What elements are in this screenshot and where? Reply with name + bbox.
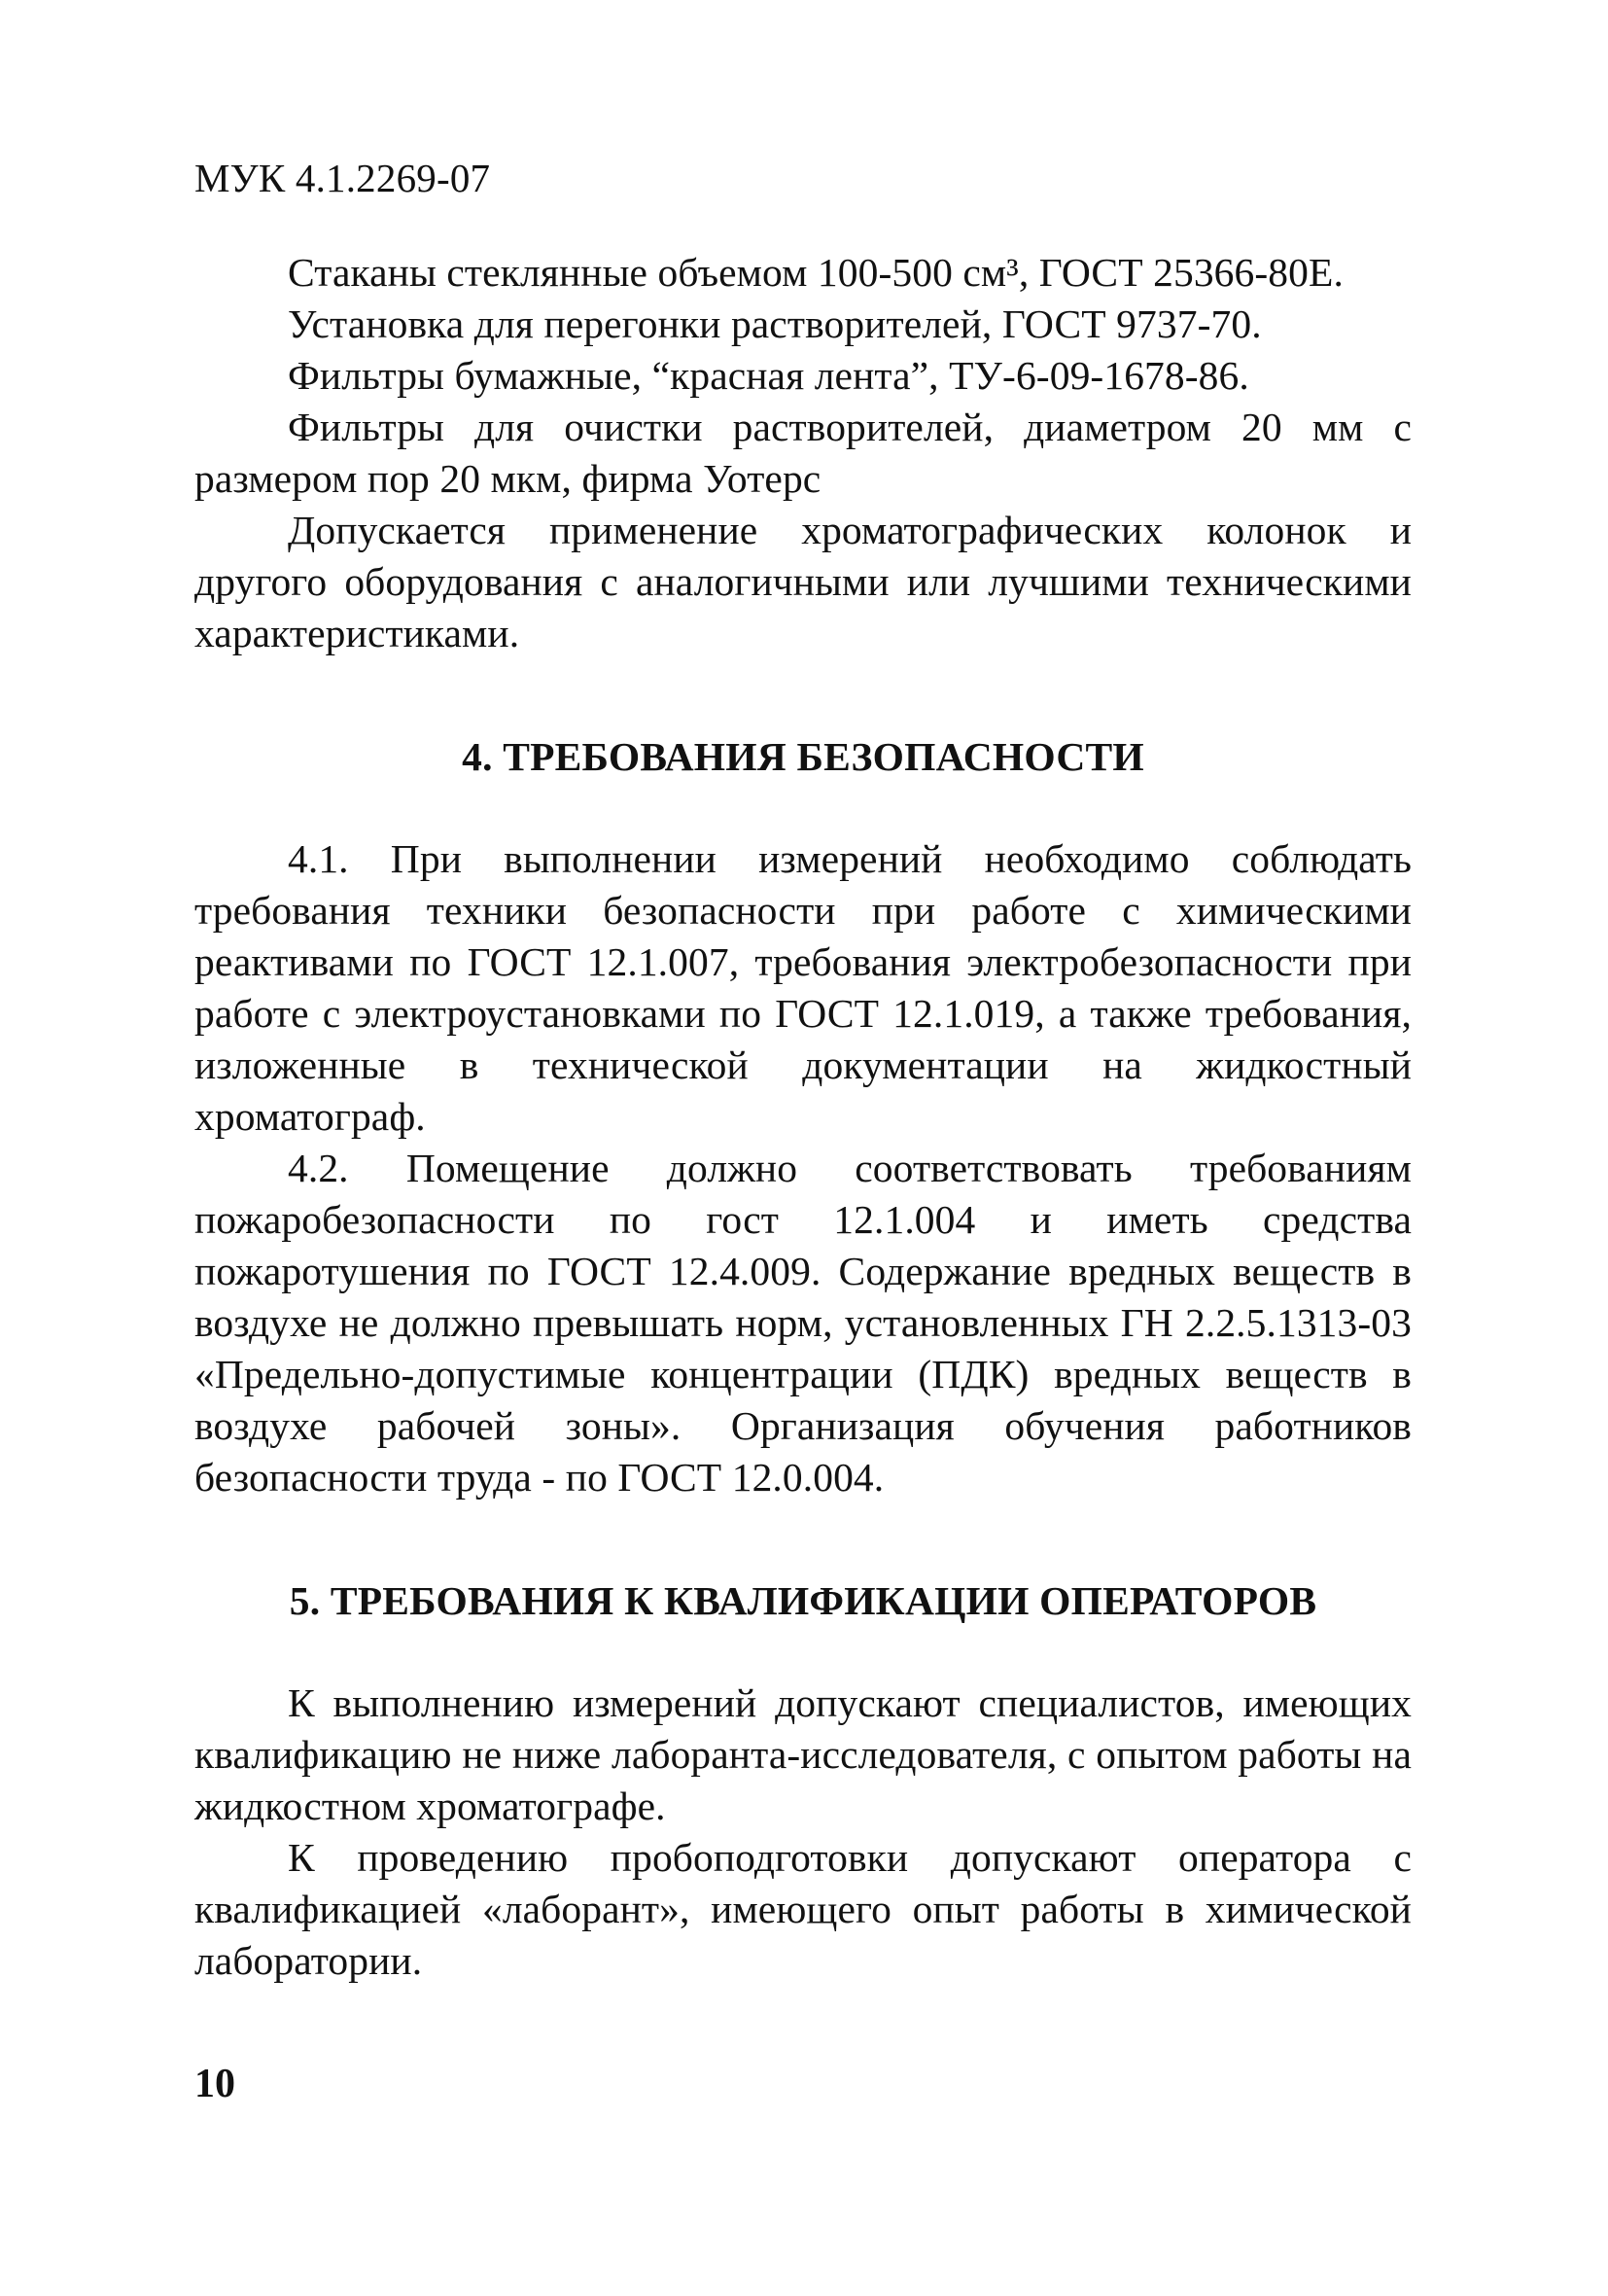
document-body	[194, 247, 1412, 1987]
equipment-item-beakers: Стаканы стеклянные объемом 100-500 см³, ГОСТ 25366-80Е.	[288, 250, 1344, 295]
equipment-item-distillation-unit: Установка для перегонки растворителей, ГОСТ 9737-70.	[288, 301, 1262, 346]
spacer	[194, 783, 1412, 833]
section-5-paragraph-1: К выполнению измерений допускают специалистов, имеющих квалификацию не ниже лаборанта-исследователя, с опытом работы на жидкостном хроматографе.	[194, 1680, 1412, 1828]
document-code-header: МУК 4.1.2269-07	[194, 156, 491, 200]
section-5-paragraph-2: К проведению пробоподготовки допускают оператора с квалификацией «лаборант», имеющего опыт работы в химической лаборатории.	[194, 1835, 1412, 1983]
spacer	[194, 1627, 1412, 1678]
page-number: 10	[194, 2062, 235, 2106]
section-5-heading: 5. ТРЕБОВАНИЯ К КВАЛИФИКАЦИИ ОПЕРАТОРОВ	[289, 1578, 1317, 1623]
section-4-heading: 4. ТРЕБОВАНИЯ БЕЗОПАСНОСТИ	[462, 734, 1144, 779]
section-4-paragraph-2: 4.2. Помещение должно соответствовать требованиям пожаробезопасности по гост 12.1.004 и иметь средства пожаротушения по ГОСТ 12.4.009. Содержание вредных веществ в воздухе не должно превышать норм, установленных ГН 2.2.5.1313-03 «Предельно-допустимые концентрации (ПДК) вредных веществ в воздухе рабочей зоны». Организация обучения работников безопасности труда - по ГОСТ 12.0.004.	[194, 1146, 1412, 1500]
spacer	[194, 659, 1412, 731]
equipment-item-paper-filters: Фильтры бумажные, “красная лента”, ТУ-6-09-1678-86.	[288, 353, 1249, 398]
section-4-paragraph-1: 4.1. При выполнении измерений необходимо соблюдать требования техники безопасности при работе с химическими реактивами по ГОСТ 12.1.007, требования электробезопасности при работе с электроустановками по ГОСТ 12.1.019, а также требования, изложенные в технической документации на жидкостный хроматограф.	[194, 836, 1412, 1139]
spacer	[194, 1503, 1412, 1575]
equipment-allowance-note: Допускается применение хроматографических колонок и другого оборудования с аналогичными или лучшими техническими характеристиками.	[194, 508, 1412, 655]
equipment-item-solvent-filters: Фильтры для очистки растворителей, диаметром 20 мм с размером пор 20 мкм, фирма Уотерс	[194, 405, 1412, 501]
